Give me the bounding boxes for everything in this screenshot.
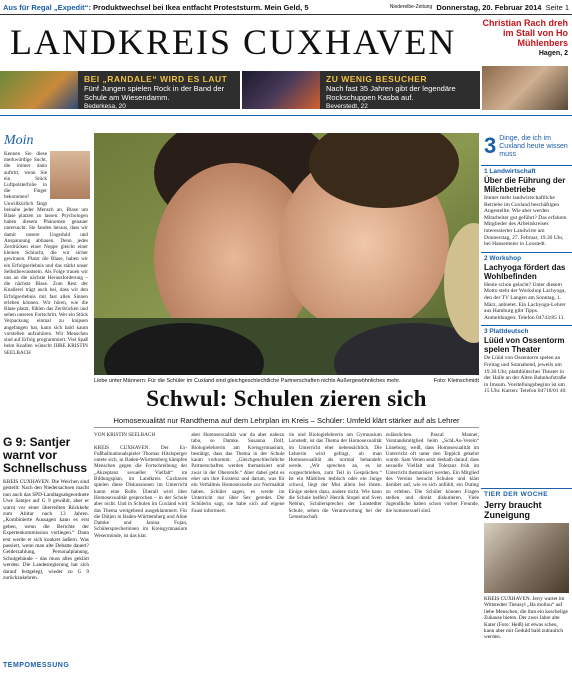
promo-right-ref: Beverstedt, 22 (326, 103, 368, 110)
g9-article[interactable] (0, 432, 92, 584)
top-bar (0, 0, 572, 14)
three-things-header (481, 133, 572, 161)
promo-left-head: BEI „RANDALE“ WIRD ES LAUT (84, 74, 228, 84)
item-3-label: 3 Plattdeutsch (484, 328, 529, 336)
article-column-2: aber Homosexualität war da aber nahezu tabu, so Damke. Susanna Dolf, Biologielehrerin am Kreisgymnasium, bestätigt, dass das Thema in der Schule kaum vorkommt. „Gleichgeschlechtliche Partnerschaften werden thematisiert und zwar in der Oberstufe.“ Aber dabei geht es eher um ihre Existenz und darum, was für ein Verhältnis Homosexuelle zur Normalität haben. Schüler sagen, es werde im Unterricht nur über Sex geredet. Die Schülerin sagt, sie habe sich auf eigene Faust informiert. (191, 432, 285, 514)
animal-text: KREIS CUXHAVEN. Jerry wartet im Wittstedter Tierasyl „Ha mollou“ auf liebe Menschen, die ihm ein kuschelige Zuhause bieten. Der zwei Jahre alte Kater (Foto: Heiß) ist etwas scheu, kann aber mit Geduld bald zutraulich werden. (484, 596, 568, 641)
teaser-top-title: Christian Rach dreh im Stall von Ho Mühlenbers (482, 18, 568, 48)
promo-right-head: ZU WENIG BESUCHER (326, 74, 428, 84)
masthead: LANDKREIS CUXHAVEN (10, 22, 457, 62)
item-1[interactable] (481, 165, 572, 248)
right-column (481, 133, 572, 395)
moin-title: Moin (4, 133, 34, 148)
three-things-title: Dinge, die ich im Cuxland heute wissen muss (499, 135, 568, 158)
item-2-head: Lachyoga fördert das Wohlbefinden (484, 262, 566, 281)
main-photo (94, 133, 479, 375)
promo-right-photo (242, 71, 320, 109)
article-column-4: zulässlichen. Pascal Manner, Vorstandsmitglied beim „SchLAu-Verein“ Lüneburg, weiß, dass Homosexualität im Unterricht oft unter den Teppich gekehrt wurde. Sam Venen setzt deshalb darauf, dass sexuelle Vielfalt und Toleranz früh im Unterricht thematisiert werden. Ein Mitglied des Vereins besucht Schulen und klärt darüber auf, wie es sich anfühlt, ein Outing zu erleben. Die Schüler können Fragen stellen und direkt diskutieren. Viele Jugendliche haben schon vorher Freunde, die homosexuell sind. (385, 432, 479, 514)
teaser-top-photo (482, 66, 568, 110)
article-columns (94, 432, 479, 675)
g9-title: G 9: Santjer warnt vor Schnellschuss (3, 435, 88, 475)
item-1-text: Immer mehr landwirtschaftliche Betriebe im Cuxland beschäftigen Angestellte. Wie aber werden Mitarbeiter gut geführt? Das erfahren Mitglieder des Arbeitskreises interessierter Landwirte am Donnerstag, 27. Februar, 19.30 Uhr, bei Hansemeier in Loxstedt. (484, 195, 567, 248)
promo-left-ref: Bederkesa, 20 (84, 103, 126, 110)
promo-right-sub: Nach fast 35 Jahren gibt der legendäre Rockschuppen Kasba auf. (326, 84, 456, 102)
animal-label: TIER DER WOCHE (481, 488, 572, 500)
item-2[interactable] (481, 252, 572, 322)
promo-left-sub: Fünf Jungen spielen Rock in der Band der Schule am Wiesendamm. (84, 84, 225, 102)
item-1-head: Über die Führung der Milchbetriebe (484, 176, 566, 194)
author-portrait (50, 151, 90, 199)
paper-name: Niederelbe-Zeitung (389, 4, 433, 10)
g9-body: KREIS CUXHAVEN. Die Weichen sind gestellt: Nach den Niedersachsen macht nun auch das SPD-Landtagsabgeordnete Uwe Santjer auf G 9 gewählt, aber er warnt vor einer überreilten Rückkehr zum Abitur nach 13 Jahren. „Kombinierte Aussagen kann es erst geben, wenn die Berichte der Expertenkommission vorliegen.“ Dann erst werde er sich konkret äußern. Was passiert, wenn man alte Debatte dauert? Gelderzahlung, Personalplanung, Schulgebäude – das muss alles geklärt werden. Die Landesregierung hat sich darauf festgelegt, wieder zu G 9 zurückzukehren. (3, 479, 89, 582)
top-bar-teaser-ref: Mein Geld, 5 (264, 2, 309, 12)
issue-date: Donnerstag, 20. Februar 2014 (436, 2, 542, 12)
item-2-label: 2 Workshop (484, 254, 522, 262)
teaser-top-ref: Hagen, 2 (538, 50, 568, 57)
item-3-head: Lüüd von Ossentorm spelen Theater (484, 336, 565, 355)
article-column-1: VON KRISTIN SEELBACH KREIS CUXHAVEN. Der Ex-Fußballnationalspieler Thomas Hitzlsperger outete sich, in Baden-Württemberg kämpfen Menschen gegen die Fortschreibung der „Akzeptanz sexueller Vielfalt“ im Bildungsplan, im Landkreis Cuxhaven spielen diese Diskussionen im Unterricht kaum eine Rolle. Überall wird über Homosexualität gesprochen – in der Schule aber nicht. Und in Schulen im Cuxland wird das Thema weitgehend ausgeklammert. Für die Dütjen in Baden-Württemberg und Aline Damke und Janina Fojan, Schülersprecherinnen im Kreisgymnasium Wesermünde, ist das klar. (94, 432, 188, 539)
footer-section-label: TEMPOMESSUNG (3, 662, 70, 669)
subheadline: Homosexualität nur Randthema auf dem Lehrplan im Kreis – Schüler: Umfeld klärt stärker auf als Lehrer (94, 416, 479, 428)
item-3-text: De Lüüd von Ossentorm spelen an Freitag und Sonnabend, jeweils um 19.30 Uhr, plattdüütsches Theater in der Halle an der Alten Bahnhofstraße in Imsum. Vorstellungsbeginn ist um 15 Uhr. Karten: Telefon 04718/01 40. (484, 355, 567, 395)
animal-head: Jerry braucht Zuneigung (484, 500, 542, 520)
animal-of-week[interactable] (481, 488, 572, 641)
photo-caption: Liebe unter Männern: Für die Schüler im Cuxland sind gleichgeschlechtliche Partnerschaften nichts Außergewöhnliches mehr. (94, 378, 401, 384)
three-things-number: 3 (484, 133, 497, 158)
cat-photo (484, 523, 569, 593)
photo-credit: Foto: Kleinschmidt (433, 378, 479, 384)
page-number: Seite 1 (545, 2, 569, 12)
moin-column (0, 133, 92, 423)
section-rule (0, 115, 572, 116)
top-bar-teaser-title[interactable]: Aus für Regal „Expedit“: (3, 2, 91, 12)
article-column-3: rin und Biologielehrerin am Gymnasium Lonstedt, ist das Thema der Homosexualität im Unterricht eher nebensächlich. Die Lehrerin wird gefragt, ob man Homosexualität als normal behandeln werde. „Wir sprechen an, es ist vorgeschrieben, zum Teil in Gesprächen.“ Ist ein Mädchen lesbisch oder ein Junge schwul, liegt der Mut allein bei ihnen. Einige stehen dazu, andere nicht. Wie kann die Schule helfen? Henrik Stopel und Sven Neblun, Schülersprecher der Lonstedter Schule, sehen die Verantwortung bei der Gemeinschaft. (288, 432, 382, 520)
promo-left[interactable] (0, 71, 240, 109)
top-bar-teaser-text[interactable]: Produktwechsel bei Ikea entfacht Proteststurm. (93, 2, 263, 12)
top-rule (0, 14, 572, 15)
item-1-label: 1 Landwirtschaft (484, 168, 536, 175)
promo-left-photo (0, 71, 78, 109)
promo-right[interactable] (242, 71, 480, 109)
item-3[interactable] (481, 325, 572, 395)
item-2-text: Heute schon gelacht? Unter diesem Motto steht der Workshop Lachyoga, den der TV Langen am Sonntag, 1. März, anbietet. Ein Lachyoga-Lehrer aus Hamburg gibt Tipps. Anmeldungen: Telefon 04743/85 11. (484, 281, 566, 321)
headline[interactable]: Schwul: Schulen zieren sich (146, 386, 427, 411)
moin-body: Kennen Sie diese merkwürdige Sucht, die immer dann auftritt, wenn Sie ein Stück Luftpolsterfolie in die Finger bekommen? Unwillkürlich fängt beinahe jeder Mensch an, Blase um Blase platzen zu lassen. Psychologen haben diesem Phänomen genauer untersucht. Sie fanden heraus, dass wir damit unsere Ungeduld und Anspannung abbauen. Denn jedes Zerdrücken einer Noppe gleicht einer kleinen Schlacht, die wir sicher gewinnen. Platzt die Blase, haben wir ein Erfolgserlebnis und das stärkt unser Selbstbewusstsein. Als Folge trauen wir uns an die nächste Herausforderung – die nächste Blase. Zum Rest der Knallerei trägt auch bei, dass wir den Erfolgserlebnis mit fast allen Sinnen erleben können. Wir hören, wie die Blase platzt, fühlen das Zerdrücken und sehen unseren Fortschritt. Wer ein Stück Verpackung einmal zu knipsen angefangen hat, kann sich bald kaum vorstellen aufzuhören. Wir Menschen sind auf Erfolg programmiert. Viel Spaß beim Knallen wünscht IHRE KRISTIN SEELBACH (4, 151, 88, 356)
